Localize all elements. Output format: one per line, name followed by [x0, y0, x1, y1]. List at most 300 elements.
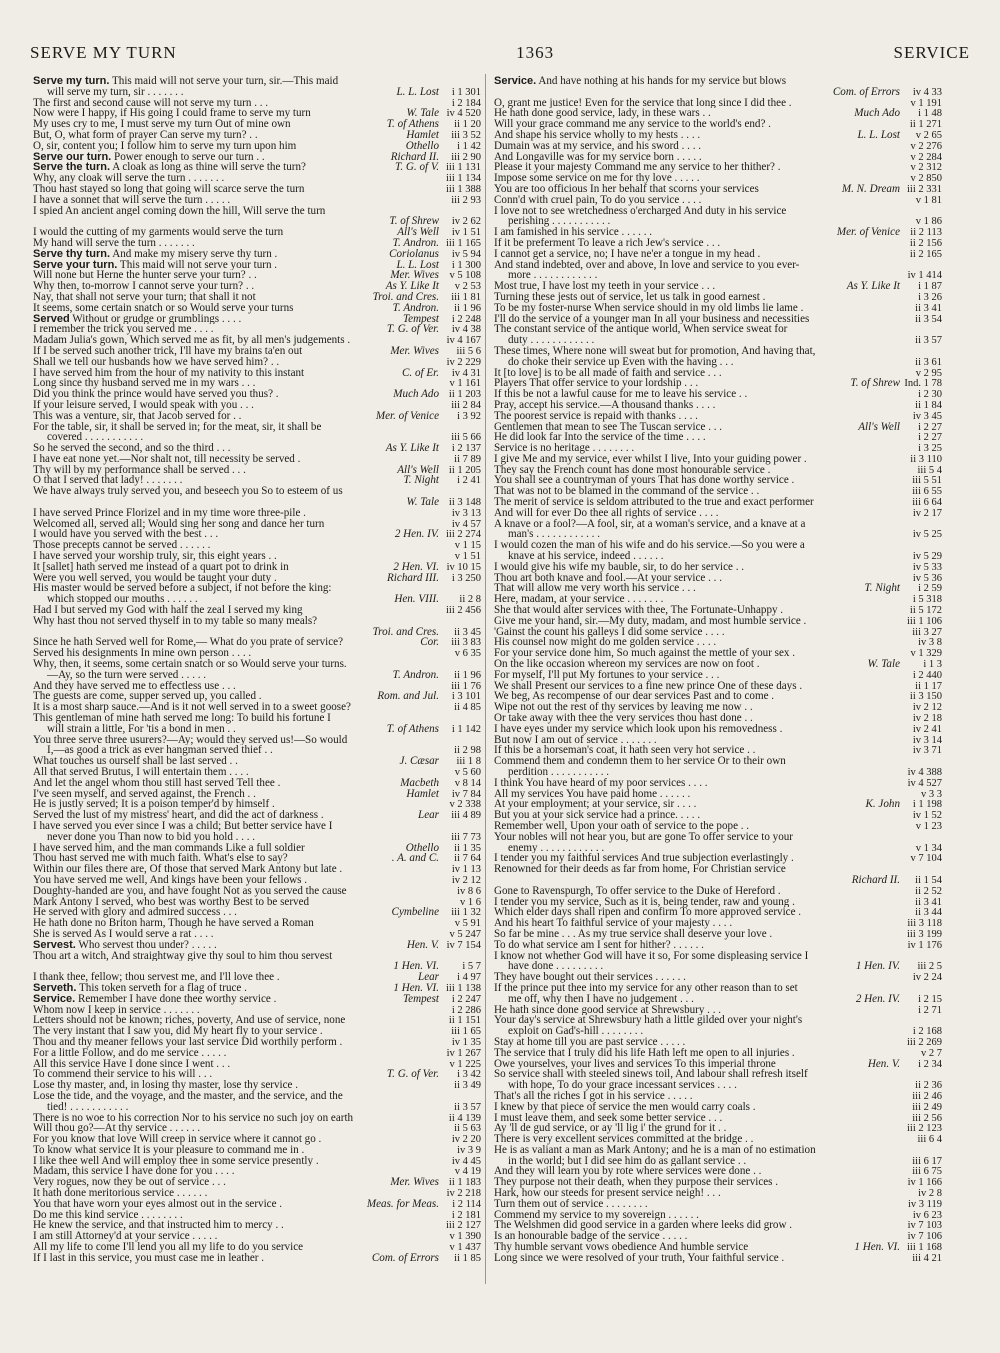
quotation: But you at your sick service had a prince. . . . .: [494, 810, 701, 821]
quotation-text: [494, 983, 896, 994]
quotation: I have served your worship truly, sir, this eight years . .: [33, 551, 277, 562]
act-scene-line: iii 2 274: [445, 529, 481, 541]
quotation-text: [494, 864, 896, 875]
quotation: Gentlemen that mean to see The Tuscan service . . .: [494, 421, 723, 433]
concordance-line: [494, 875, 942, 886]
play-reference: Macbeth: [400, 777, 439, 789]
quotation-text: [494, 292, 896, 303]
quotation: Lose the tide, and the voyage, and the master, and the service, and the: [33, 1090, 343, 1102]
quotation: These times, Where none will sweat but for promotion, And having that,: [494, 345, 816, 357]
play-reference: J. Cæsar: [399, 756, 439, 767]
concordance-line: [494, 562, 942, 573]
act-scene-line: iii 2 90: [451, 151, 481, 163]
concordance-line: [33, 573, 481, 584]
play-reference: Othello: [405, 140, 439, 152]
act-scene-line: iii 2 456: [445, 605, 481, 616]
concordance-line: [33, 648, 481, 659]
act-scene-line: v 1 390: [449, 1231, 481, 1243]
quotation: He hath done good service, lady, in these wars . .: [494, 108, 711, 120]
quotation-text: [33, 832, 435, 843]
quotation-text: [33, 983, 389, 994]
act-scene-line: v 4 19: [454, 1166, 481, 1178]
concordance-line: [494, 886, 942, 897]
concordance-line: [494, 810, 942, 821]
quotation: Please it your majesty Command me any service to her thither? .: [494, 162, 781, 174]
page-header: [30, 40, 970, 66]
quotation-text: [33, 76, 435, 87]
act-scene-line: ii 4 139: [448, 1112, 481, 1124]
quotation: Dumain was at my service, and his sword . . . .: [494, 140, 702, 152]
act-scene-line: iii 4 21: [912, 1252, 942, 1264]
quotation-text: [494, 1037, 896, 1048]
concordance-line: [494, 1253, 942, 1264]
concordance-line: [494, 249, 942, 260]
quotation: It [to love] is to be all made of faith and service . . .: [494, 367, 722, 379]
act-scene-line: iii 1 131: [445, 162, 481, 174]
quotation: So service shall with steeled sinews toil, And labour shall refresh itself: [494, 1069, 808, 1081]
play-reference: Mer. of Venice: [375, 410, 439, 422]
concordance-line: [494, 853, 942, 864]
act-scene-line: ii 1 35: [454, 842, 481, 854]
quotation: O, grant me justice! Even for the service that long since I did thee .: [494, 97, 792, 109]
play-reference: Much Ado: [854, 108, 900, 120]
play-reference: Com. of Errors: [371, 1252, 439, 1264]
quotation-text: [494, 972, 896, 983]
quotation: Served the lust of my mistress' heart, and did the act of darkness .: [33, 810, 324, 821]
quotation-text: [494, 411, 896, 422]
act-scene-line: i 3 101: [451, 691, 481, 703]
concordance-line: [33, 951, 481, 962]
quotation-text: [494, 1156, 896, 1167]
act-scene-line: ii 1 96: [454, 669, 481, 681]
quotation-text: [33, 648, 435, 659]
quotation: —Ay, so the turn were served . . . . .: [47, 669, 207, 681]
act-scene-line: i 3 26: [918, 291, 942, 303]
quotation-text: [33, 1210, 435, 1221]
quotation-text: [33, 108, 403, 119]
quotation-text: [494, 162, 896, 173]
concordance-line: [494, 281, 942, 292]
quotation: He served with glory and admired success . . .: [33, 907, 237, 919]
concordance-line: [494, 206, 942, 217]
quotation-text: [33, 810, 414, 821]
concordance-line: [494, 443, 942, 454]
quotation: Without or grudge or grumblings . . . .: [69, 313, 242, 325]
concordance-line: [33, 1199, 481, 1210]
concordance-line: [33, 864, 481, 875]
page-number: 1363: [516, 43, 555, 62]
act-scene-line: iii 2 56: [912, 1112, 942, 1124]
quotation: We shall Present our services to a fine new prince One of these days .: [494, 680, 803, 692]
quotation-text: [33, 314, 399, 325]
quotation-text: [494, 108, 850, 119]
quotation-text: [494, 821, 896, 832]
concordance-line: [33, 994, 481, 1005]
play-reference: Mer. Wives: [390, 345, 439, 357]
concordance-line: [494, 551, 942, 562]
act-scene-line: ii 3 110: [910, 453, 942, 465]
quotation-text: [494, 627, 896, 638]
concordance-line: [33, 227, 481, 238]
quotation-text: [33, 594, 390, 605]
quotation: Thou art both knave and fool.—At your service . . .: [494, 572, 722, 584]
concordance-line: [33, 454, 481, 465]
quotation: I've seen myself, and served against, the French . .: [33, 788, 256, 800]
play-reference: T. Night: [864, 583, 900, 595]
play-reference: Tempest: [403, 993, 439, 1005]
quotation: Hark, how our steeds for present service neigh! . . .: [494, 1188, 721, 1199]
headword: Serve your turn.: [33, 259, 118, 271]
quotation-text: [33, 843, 402, 854]
quotation: If it be preferment To leave a rich Jew's service . . .: [494, 237, 721, 249]
act-scene-line: iv 1 267: [446, 1047, 481, 1059]
concordance-line: [494, 486, 942, 497]
quotation: There is very excellent services committed at the bridge . .: [494, 1134, 754, 1145]
concordance-line: [33, 897, 481, 908]
play-reference: 2 Hen. IV.: [855, 993, 900, 1005]
act-scene-line: i 3 25: [918, 443, 942, 454]
act-scene-line: iv 3 13: [451, 507, 481, 519]
act-scene-line: ii 2 113: [910, 227, 942, 238]
quotation-text: [33, 1015, 435, 1026]
act-scene-line: ii 3 41: [915, 302, 942, 314]
quotation-text: [33, 378, 435, 389]
play-reference: T. G. of V.: [395, 162, 439, 174]
concordance-line: [494, 378, 942, 389]
quotation-text: [33, 1220, 435, 1231]
act-scene-line: iii 6 55: [912, 486, 942, 498]
act-scene-line: i 2 168: [912, 1026, 942, 1037]
concordance-line: [33, 432, 481, 443]
play-reference: T. of Athens: [386, 119, 439, 130]
act-scene-line: iii 1 76: [451, 680, 481, 692]
quotation-text: [33, 1026, 435, 1037]
play-reference: All's Well: [397, 227, 439, 238]
concordance-line: [494, 1231, 942, 1242]
play-reference: T. of Shrew: [389, 216, 439, 228]
act-scene-line: v 1 23: [915, 820, 942, 832]
quotation: perdition . . . . . . . . . . .: [508, 767, 610, 778]
concordance-line: [33, 616, 481, 627]
concordance-line: [494, 799, 942, 810]
act-scene-line: iii 1 168: [906, 1242, 942, 1253]
concordance-line: [33, 929, 481, 940]
quotation-text: [494, 605, 896, 616]
quotation: So he served the second, and so the third . . .: [33, 443, 231, 454]
concordance-line: [33, 497, 481, 508]
quotation-text: [494, 843, 896, 854]
quotation: I have served him, and the man commands Like a full soldier: [33, 842, 305, 854]
quotation: in the world; but I did see him do as gallant service . .: [508, 1155, 747, 1167]
act-scene-line: iii 6 64: [912, 497, 942, 508]
concordance-line: [494, 324, 942, 335]
quotation-text: [33, 1102, 435, 1113]
play-reference: Richard II.: [851, 874, 900, 886]
act-scene-line: iv 1 13: [451, 864, 481, 875]
concordance-line: [33, 173, 481, 184]
quotation: He is as valiant a man as Mark Antony; and he is a man of no estimation: [494, 1144, 816, 1156]
play-reference: L. L. Lost: [857, 129, 900, 141]
quotation-text: [494, 238, 896, 249]
concordance-line: [494, 961, 942, 972]
quotation: I give Me and my service, ever whilst I live, Into your guiding power .: [494, 453, 807, 465]
concordance-line: [494, 1091, 942, 1102]
quotation-text: [33, 745, 435, 756]
concordance-line: [494, 1166, 942, 1177]
play-reference: T. of Athens: [386, 723, 439, 735]
quotation-text: [33, 486, 435, 497]
quotation: I am famished in his service . . . . . .: [494, 227, 653, 238]
quotation-text: [494, 1080, 896, 1091]
quotation: To commend their service to his will . . .: [33, 1069, 213, 1081]
quotation-text: [494, 1091, 896, 1102]
quotation-text: [494, 486, 896, 497]
quotation-text: [494, 724, 896, 735]
play-reference: Tempest: [403, 313, 439, 325]
quotation-text: [33, 637, 416, 648]
act-scene-line: v 5 108: [449, 270, 481, 282]
quotation: Madam Julia's gown, Which served me as fit, by all men's judgements .: [33, 335, 351, 346]
act-scene-line: i 2 114: [452, 1198, 481, 1210]
quotation-text: [33, 1005, 435, 1016]
act-scene-line: iii 3 199: [906, 928, 942, 940]
quotation: Or take away with thee the very services thou hast done . .: [494, 713, 753, 724]
act-scene-line: v 1 6: [460, 896, 481, 908]
concordance-line: [33, 238, 481, 249]
concordance-line: [494, 627, 942, 638]
quotation: But now I am out of service . . . . . . .: [494, 734, 657, 746]
quotation-text: [33, 886, 435, 897]
concordance-line: [494, 1210, 942, 1221]
quotation-text: [33, 173, 435, 184]
concordance-line: [33, 346, 481, 357]
play-reference: W. Tale: [406, 497, 439, 508]
quotation: Who servest thou under? . . . . .: [75, 939, 217, 951]
quotation-text: [33, 519, 435, 530]
concordance-line: [33, 983, 481, 994]
quotation-text: [33, 670, 389, 681]
act-scene-line: v 3 3: [921, 788, 942, 800]
quotation-text: [33, 260, 392, 271]
play-reference: Cor.: [420, 637, 439, 649]
quotation-text: [494, 389, 896, 400]
act-scene-line: iv 7 103: [907, 1220, 942, 1232]
quotation: Here, madam, at your service . . . . . . .: [494, 594, 664, 606]
quotation: I knew by that piece of service the men would carry coals .: [494, 1101, 756, 1113]
act-scene-line: v 2 7: [921, 1047, 942, 1059]
concordance-line: [33, 799, 481, 810]
concordance-line: [33, 411, 481, 422]
act-scene-line: ii 1 203: [448, 389, 481, 400]
concordance-line: [494, 843, 942, 854]
concordance-line: [494, 1199, 942, 1210]
quotation-text: [33, 756, 396, 767]
quotation-text: [33, 1231, 435, 1242]
quotation-text: [494, 1188, 896, 1199]
quotation: Why, then, it seems, some certain snatch or so Would serve your turns.: [33, 659, 347, 670]
quotation-text: [33, 1059, 435, 1070]
quotation: enemy . . . . . . . . . . . .: [508, 842, 605, 854]
play-reference: Meas. for Meas.: [366, 1198, 439, 1210]
concordance-line: [494, 238, 942, 249]
play-reference: All's Well: [397, 464, 439, 476]
act-scene-line: iv 1 176: [907, 939, 942, 951]
concordance-line: [494, 616, 942, 627]
quotation-text: [33, 1123, 435, 1134]
act-scene-line: iv 4 31: [451, 367, 481, 379]
quotation-text: [33, 195, 435, 206]
quotation: Welcomed all, served all; Would sing her song and dance her turn: [33, 518, 325, 530]
concordance-line: [33, 918, 481, 929]
concordance-line: [494, 767, 942, 778]
act-scene-line: iv 1 51: [451, 227, 481, 238]
quotation-text: [494, 475, 896, 486]
play-reference: Troi. and Cres.: [372, 291, 439, 303]
quotation: I would have you served with the best . . .: [33, 529, 219, 541]
concordance-line: [494, 1188, 942, 1199]
act-scene-line: iv 1 414: [907, 270, 942, 282]
quotation: Letters should not be known; riches, poverty, And use of service, none: [33, 1015, 346, 1027]
quotation: Most true, I have lost my teeth in your service . . .: [494, 281, 716, 292]
quotation-text: [33, 853, 388, 864]
act-scene-line: iii 1 106: [906, 615, 942, 627]
headword: Serve our turn.: [33, 151, 112, 163]
quotation-text: [494, 1177, 896, 1188]
act-scene-line: i 2 59: [918, 583, 942, 595]
quotation: Will thou go?—At thy service . . . . . .: [33, 1123, 201, 1135]
quotation: This maid will not serve your turn .: [117, 259, 278, 271]
quotation-text: [33, 130, 402, 141]
quotation-text: [494, 691, 896, 702]
quotation-text: [494, 98, 896, 109]
quotation-text: [494, 249, 896, 260]
concordance-line: [33, 605, 481, 616]
concordance-line: [33, 357, 481, 368]
act-scene-line: iii 1 138: [445, 982, 481, 994]
quotation: I think You have heard of my poor services . . . .: [494, 777, 708, 789]
quotation-text: [494, 227, 833, 238]
act-scene-line: iv 2 229: [446, 356, 481, 368]
act-scene-line: i 5 318: [912, 594, 942, 606]
quotation-text: [494, 853, 896, 864]
quotation: You shall see a countryman of yours That has done worthy service .: [494, 475, 795, 487]
quotation-text: [494, 270, 896, 281]
quotation: Did you think the prince would have served you thus? .: [33, 389, 279, 400]
act-scene-line: iii 5 6: [456, 345, 481, 357]
act-scene-line: ii 1 85: [454, 1252, 481, 1264]
quotation-text: [494, 465, 896, 476]
concordance-line: [494, 918, 942, 929]
quotation-text: [33, 508, 435, 519]
quotation: Remember well, Upon your oath of service to the pope . .: [494, 820, 750, 832]
quotation-text: [33, 907, 388, 918]
concordance-line: [33, 108, 481, 119]
concordance-line: [494, 821, 942, 832]
concordance-line: [494, 432, 942, 443]
act-scene-line: iii 6 4: [917, 1134, 942, 1145]
concordance-line: [494, 583, 942, 594]
quotation: Very rogues, now they be out of service . . .: [33, 1177, 226, 1189]
quotation: I have eat none yet.—Nor shalt not, till necessity be served .: [33, 453, 301, 465]
quotation: The merit of service is seldom attributed to the true and exact performer: [494, 497, 814, 508]
quotation-text: [33, 238, 389, 249]
quotation: This maid will not serve your turn, sir.—This maid: [109, 76, 339, 87]
act-scene-line: iv 6 23: [912, 1209, 942, 1221]
concordance-line: [33, 659, 481, 670]
quotation-text: [494, 562, 896, 573]
concordance-line: [33, 130, 481, 141]
quotation: If the prince put thee into my service for any other reason than to set: [494, 982, 798, 994]
quotation-text: [494, 1026, 896, 1037]
quotation: To do what service am I sent for hither? . . . . . .: [494, 939, 704, 951]
concordance-line: [33, 810, 481, 821]
quotation: He is justly served; It is a poison temper'd by himself .: [33, 799, 275, 811]
act-scene-line: iii 3 27: [912, 626, 942, 638]
concordance-line: [494, 454, 942, 465]
act-scene-line: iii 1 134: [445, 173, 481, 184]
act-scene-line: iv 3 71: [912, 745, 942, 757]
act-scene-line: v 2 850: [910, 173, 942, 184]
quotation: The very instant that I saw you, did My heart fly to your service .: [33, 1026, 323, 1037]
concordance-line: [33, 843, 481, 854]
quotation: Do me this kind service . . . . . . . .: [33, 1209, 183, 1221]
concordance-line: [494, 260, 942, 271]
act-scene-line: ii 2 52: [915, 885, 942, 897]
quotation-text: [494, 767, 896, 778]
act-scene-line: iii 1 65: [451, 1026, 481, 1037]
concordance-line: [494, 897, 942, 908]
quotation-text: [494, 594, 896, 605]
concordance-line: [494, 1026, 942, 1037]
act-scene-line: iv 2 8: [918, 1188, 942, 1199]
quotation: He hath done no Briton harm, Though he have served a Roman: [33, 918, 314, 929]
act-scene-line: iii 2 123: [906, 1123, 942, 1135]
concordance-line: [33, 87, 481, 98]
concordance-line: [33, 314, 481, 325]
quotation-text: [33, 1166, 435, 1177]
quotation: They purpose not their death, when they purpose their services .: [494, 1177, 779, 1189]
concordance-line: [33, 691, 481, 702]
act-scene-line: iii 2 269: [906, 1036, 942, 1048]
concordance-line: [33, 1069, 481, 1080]
quotation: me off, why then I have no judgement . . .: [508, 993, 694, 1005]
quotation-text: [494, 799, 861, 810]
quotation: I would cozen the man of his wife and do his service.—So you were a: [494, 540, 805, 552]
running-head-left: SERVE MY TURN: [30, 43, 177, 62]
quotation-text: [33, 389, 389, 400]
quotation: For myself, I'll put My fortunes to your service . . .: [494, 669, 720, 681]
concordance-line: [33, 1123, 481, 1134]
concordance-line: [33, 789, 481, 800]
concordance-line: [494, 227, 942, 238]
quotation-text: [33, 778, 396, 789]
quotation-text: [494, 195, 896, 206]
quotation: have done . . . . . . . . .: [508, 961, 604, 973]
act-scene-line: ii 5 172: [909, 605, 942, 616]
act-scene-line: i 2 27: [918, 432, 942, 444]
act-scene-line: iv 4 45: [451, 1155, 481, 1167]
quotation-text: [33, 368, 398, 379]
quotation: O that I served that lady! . . . . . . .: [33, 475, 183, 487]
act-scene-line: iv 5 36: [912, 572, 942, 584]
quotation: Remember I have done thee worthy service .: [75, 993, 277, 1005]
quotation-text: [494, 929, 896, 940]
act-scene-line: iv 1 52: [912, 810, 942, 821]
concordance-line: [33, 368, 481, 379]
concordance-line: [33, 152, 481, 163]
quotation-text: [494, 918, 896, 929]
quotation-text: [33, 422, 435, 433]
